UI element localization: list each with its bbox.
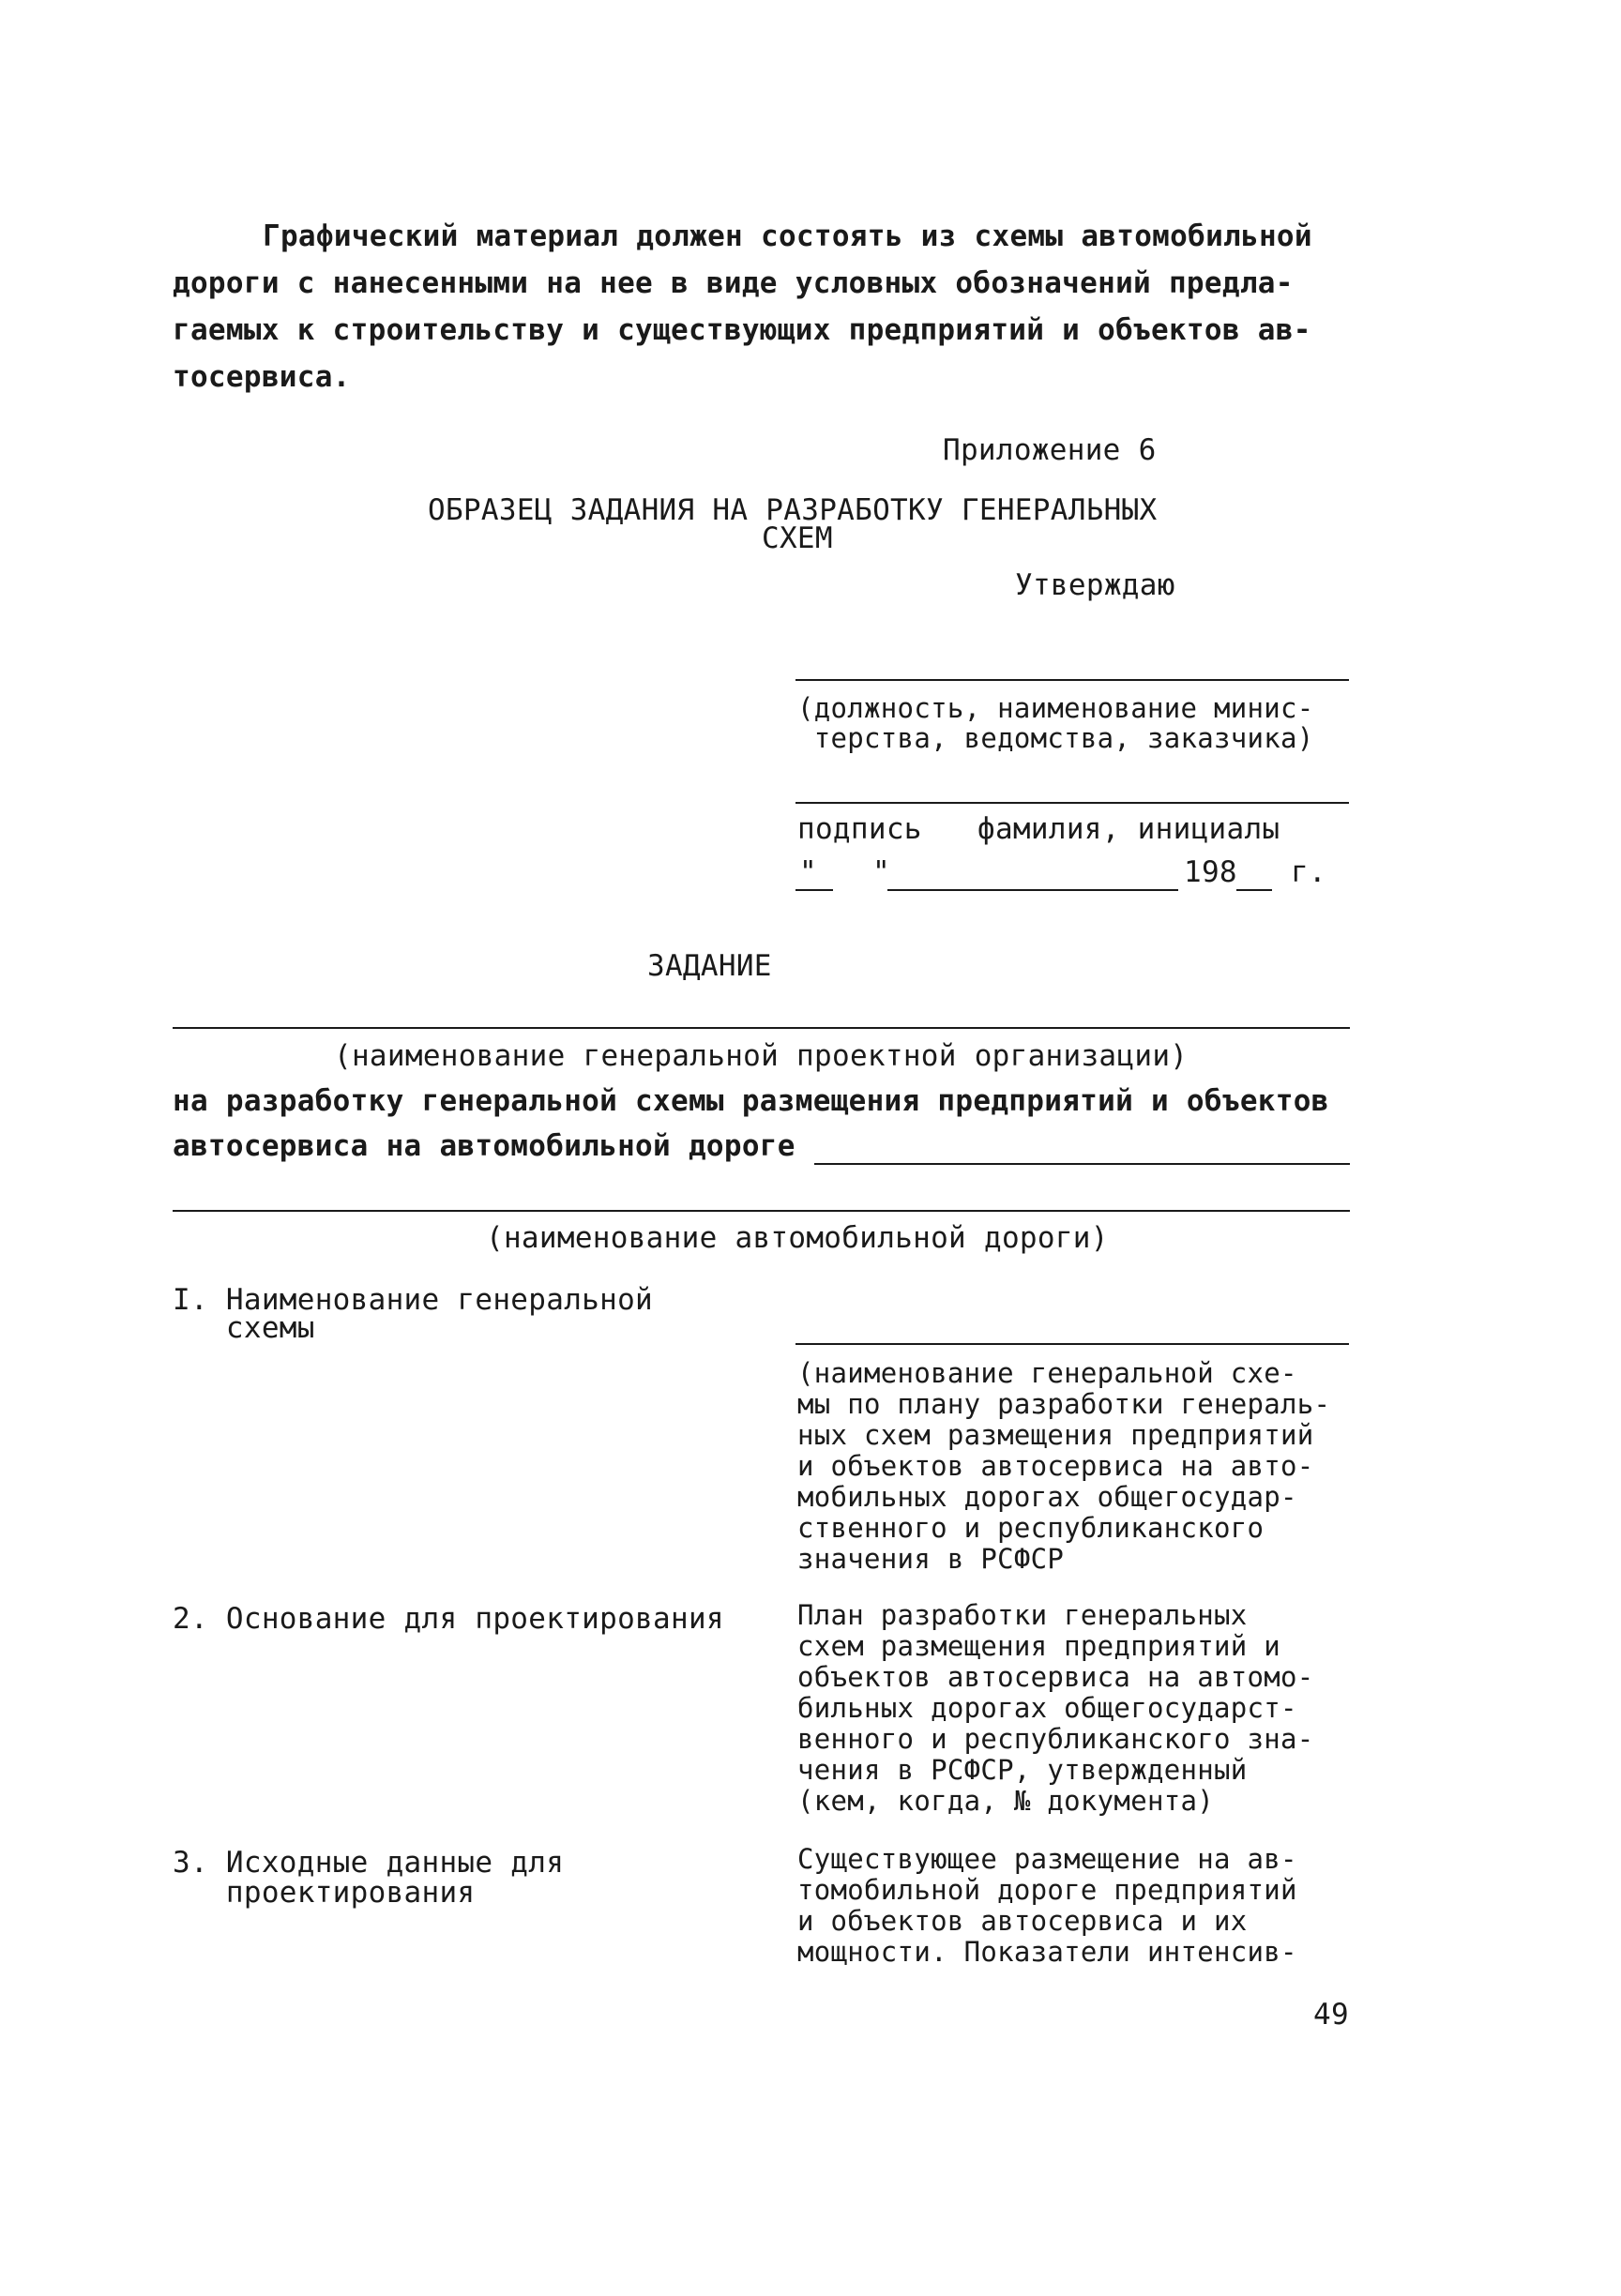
intro-line-1: Графический материал должен состоять из схемы автомобильной — [263, 219, 1312, 253]
item-1-value-line-1: (наименование генеральной схе- — [797, 1357, 1297, 1389]
item-3-label-line-2: проектирования — [173, 1876, 476, 1910]
road-caption: (наименование автомобильной дороги) — [486, 1221, 1109, 1255]
name-caption: фамилия, инициалы — [977, 812, 1280, 846]
approve-label: Утверждаю — [1015, 568, 1175, 602]
item-1-value-line-6: ственного и республиканского — [797, 1512, 1265, 1544]
position-caption-2: терства, ведомства, заказчика) — [797, 722, 1314, 754]
position-line — [795, 679, 1349, 681]
item-2-value-line-5: венного и республиканского зна- — [797, 1723, 1314, 1755]
signature-line — [795, 802, 1349, 804]
item-1-label-line-1: I. Наименование генеральной — [173, 1283, 654, 1317]
task-heading: ЗАДАНИЕ — [647, 949, 772, 983]
date-year-line — [1236, 889, 1272, 891]
road-line — [173, 1210, 1350, 1212]
task-line-2: автосервиса на автомобильной дороге — [173, 1129, 795, 1163]
intro-line-3: гаемых к строительству и существующих предприятий и объектов ав- — [173, 313, 1311, 347]
item-1-value-line — [795, 1343, 1349, 1345]
item-1-value-line-3: ных схем размещения предприятий — [797, 1419, 1314, 1451]
title-line-1: ОБРАЗЕЦ ЗАДАНИЯ НА РАЗРАБОТКУ ГЕНЕРАЛЬНЫХ — [428, 493, 1158, 527]
date-quote-open: " — [799, 855, 817, 889]
intro-line-4: тосервиса. — [173, 360, 351, 394]
date-year-suffix: г. — [1291, 855, 1326, 889]
item-2-value-line-6: чения в РСФСР, утвержденный — [797, 1754, 1248, 1786]
date-quote-close: " — [872, 855, 890, 889]
item-2-value-line-3: объектов автосервиса на автомо- — [797, 1661, 1314, 1693]
item-2-label-line-1: 2. Основание для проектирования — [173, 1602, 724, 1636]
intro-line-2: дороги с нанесенными на нее в виде условных обозначений предла- — [173, 266, 1294, 300]
date-month-line — [887, 889, 1178, 891]
date-day-line — [795, 889, 833, 891]
item-1-value-line-2: мы по плану разработки генераль- — [797, 1388, 1331, 1420]
item-3-value-line-3: и объектов автосервиса и их — [797, 1905, 1248, 1937]
item-2-value-line-2: схем размещения предприятий и — [797, 1630, 1281, 1662]
position-caption-1: (должность, наименование минис- — [797, 692, 1314, 724]
item-1-value-line-5: мобильных дорогах общегосудар- — [797, 1481, 1297, 1513]
org-caption: (наименование генеральной проектной организации) — [334, 1039, 1189, 1073]
title-line-2: СХЕМ — [762, 521, 833, 555]
appendix-label: Приложение 6 — [943, 433, 1157, 467]
task-line-1: на разработку генеральной схемы размещения предприятий и объектов — [173, 1084, 1329, 1118]
item-3-value-line-2: томобильной дороге предприятий — [797, 1874, 1297, 1906]
item-1-value-line-7: значения в РСФСР — [797, 1543, 1065, 1575]
item-3-value-line-1: Существующее размещение на ав- — [797, 1843, 1297, 1875]
item-2-value-line-1: План разработки генеральных — [797, 1599, 1248, 1631]
road-name-line — [814, 1163, 1350, 1165]
item-3-value-line-4: мощности. Показатели интенсив- — [797, 1936, 1297, 1968]
date-year: 198 — [1184, 855, 1237, 889]
page-number: 49 — [1313, 1998, 1349, 2032]
item-1-label-line-2: схемы — [173, 1311, 315, 1345]
item-2-value-line-4: бильных дорогах общегосударст- — [797, 1692, 1297, 1724]
item-1-value-line-4: и объектов автосервиса на авто- — [797, 1450, 1314, 1482]
org-line — [173, 1027, 1350, 1029]
signature-caption: подпись — [797, 812, 922, 846]
item-2-value-line-7: (кем, когда, № документа) — [797, 1785, 1214, 1817]
item-3-label-line-1: 3. Исходные данные для — [173, 1846, 565, 1880]
